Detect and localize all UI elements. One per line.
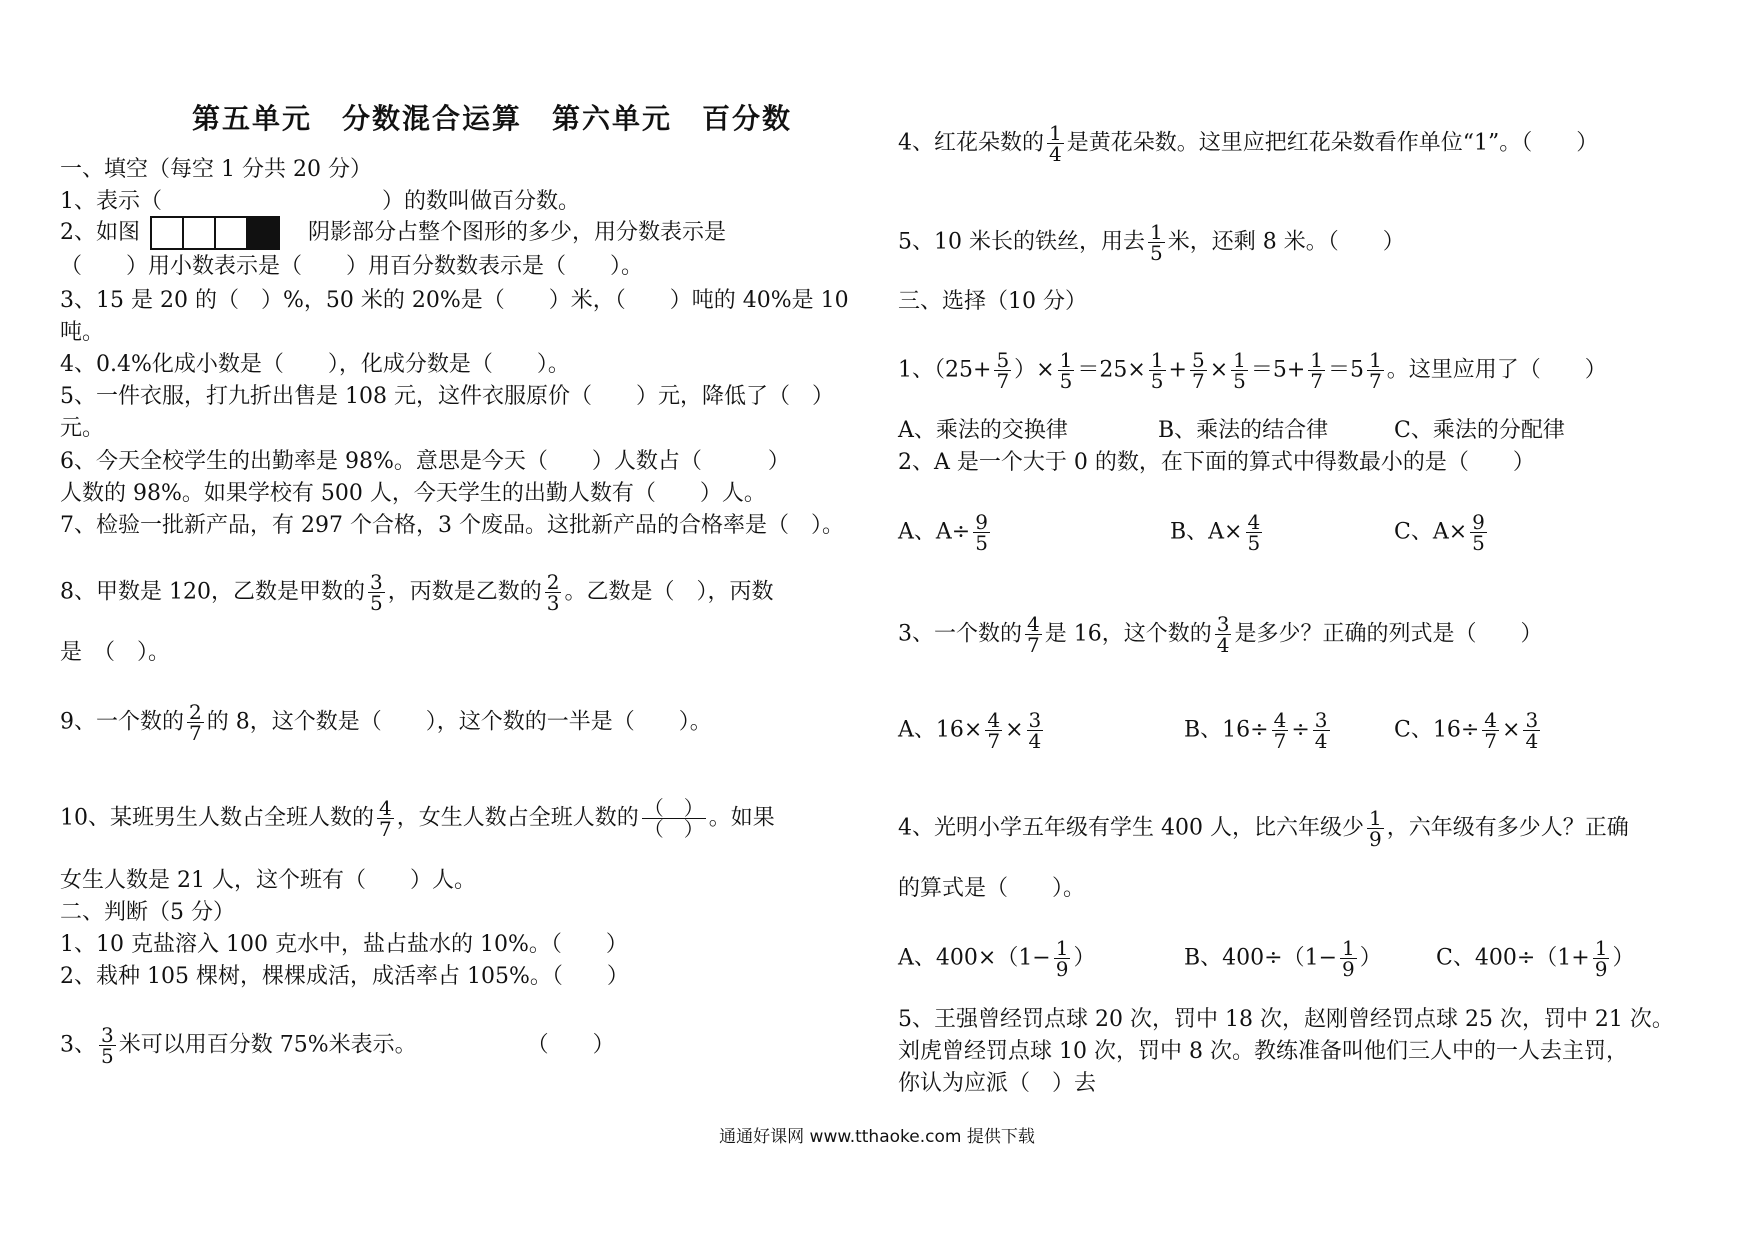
- denominator: 5: [1150, 241, 1163, 265]
- fill-q10-part3: 。如果: [708, 805, 775, 831]
- fraction: [1231, 350, 1248, 391]
- choice-q4-part2: ，六年级有多少人？正确: [1386, 815, 1629, 841]
- choice-q5-line3: 你认为应派（ ）去: [898, 1071, 1097, 1096]
- fill-q4: 4、0.4%化成小数是（ ），化成分数是（ ）。: [60, 352, 570, 377]
- expression-text: ＝25×: [1077, 357, 1146, 383]
- denominator: 5: [975, 531, 988, 555]
- numerator: 4: [1027, 612, 1040, 636]
- fill-q6: 6、今天全校学生的出勤率是 98%。意思是今天（ ）人数占（ ）: [60, 449, 790, 474]
- fraction: [1367, 350, 1384, 391]
- denominator: 5: [369, 591, 383, 615]
- denominator: 9: [1594, 957, 1608, 981]
- judge-q5: [898, 222, 1405, 263]
- section-judge-heading: 二、判断（5 分）: [60, 900, 235, 925]
- judge-q4-part1: 4、红花朵数的: [898, 130, 1044, 156]
- fraction: [545, 572, 562, 613]
- numerator-blank: （ ）: [643, 796, 704, 820]
- shaded-grid-figure: [150, 216, 278, 250]
- fill-q2-line2: （ ）用小数表示是（ ）用百分数数表示是（ ）。: [60, 254, 644, 279]
- fill-q2-prefix: 2、如图: [60, 220, 140, 245]
- fraction: [1272, 710, 1289, 751]
- expression-text: 。这里应用了（ ）: [1386, 357, 1607, 383]
- judge-q5-part1: 5、10 米长的铁丝，用去: [898, 229, 1145, 255]
- fill-q10: [60, 798, 775, 839]
- grid-cell: [214, 216, 248, 250]
- numerator: 3: [101, 1023, 114, 1047]
- choice-q4-option-b: [1184, 938, 1382, 979]
- fraction: [187, 702, 204, 743]
- numerator: 1: [1059, 348, 1073, 372]
- numerator: 5: [1191, 348, 1205, 372]
- judge-q2: 2、栽种 105 棵树，棵棵成活，成活率占 105%。（ ）: [60, 964, 629, 989]
- choice-q1-option-b: B、乘法的结合律: [1158, 418, 1329, 443]
- judge-q3-prefix: 3、: [60, 1032, 96, 1058]
- numerator: 1: [1049, 121, 1062, 145]
- denominator: 4: [1314, 729, 1328, 753]
- fill-q3-line2: 吨。: [60, 320, 105, 345]
- numerator: 1: [1233, 348, 1246, 372]
- choice-q4-option-a: [898, 938, 1096, 979]
- choice-q3-option-a: [898, 710, 1046, 751]
- choice-q1: [898, 350, 1607, 391]
- denominator: 7: [987, 729, 1001, 753]
- choice-q2-option-b: [1170, 512, 1265, 553]
- fraction: [99, 1025, 116, 1066]
- fill-q8-line2: 是 （ ）。: [60, 640, 171, 665]
- denominator: 7: [996, 369, 1010, 393]
- option-close: ）: [1612, 945, 1635, 971]
- numerator: 1: [1369, 348, 1382, 372]
- numerator: 1: [1342, 936, 1355, 960]
- denominator: 9: [1055, 957, 1069, 981]
- option-label: A、400×（1−: [898, 945, 1051, 971]
- fraction: [1054, 938, 1071, 979]
- fraction: [1340, 938, 1357, 979]
- denominator: 5: [1472, 531, 1485, 555]
- denominator-blank: （ ）: [643, 817, 704, 841]
- numerator: 3: [1314, 708, 1328, 732]
- choice-q3-part2: 是 16，这个数的: [1044, 621, 1212, 647]
- numerator: 2: [189, 700, 202, 724]
- choice-q1-option-c: C、乘法的分配律: [1394, 418, 1565, 443]
- option-label: B、A×: [1170, 519, 1243, 545]
- grid-cell: [150, 216, 184, 250]
- judge-q4-part2: 是黄花朵数。这里应把红花朵数看作单位“1”。（ ）: [1066, 130, 1599, 156]
- judge-q3: [60, 1025, 615, 1066]
- judge-q4: [898, 123, 1598, 164]
- fraction: [1215, 614, 1232, 655]
- option-label: B、16÷: [1184, 717, 1269, 743]
- fraction: [1308, 350, 1325, 391]
- denominator: 7: [1369, 369, 1382, 393]
- numerator: 1: [1594, 936, 1608, 960]
- fill-q9: [60, 702, 712, 743]
- numerator: 4: [1484, 708, 1497, 732]
- numerator: 1: [1150, 220, 1163, 244]
- fraction: [1190, 350, 1207, 391]
- denominator: 4: [1216, 633, 1230, 657]
- option-label: C、400÷（1+: [1436, 945, 1590, 971]
- fill-q10-part1: 10、某班男生人数占全班人数的: [60, 805, 374, 831]
- numerator: 3: [1216, 612, 1230, 636]
- fraction: [994, 350, 1011, 391]
- fill-q8-part2: ，丙数是乙数的: [387, 579, 542, 605]
- numerator: 9: [975, 510, 988, 534]
- expression-text: +: [1168, 357, 1187, 383]
- numerator: 1: [1055, 936, 1069, 960]
- expression-text: ＝5+: [1250, 357, 1306, 383]
- option-label: A、16×: [898, 717, 983, 743]
- denominator: 7: [1273, 729, 1287, 753]
- denominator: 3: [546, 591, 560, 615]
- grid-cell: [182, 216, 216, 250]
- numerator: 9: [1472, 510, 1485, 534]
- fill-q10-part2: ，女生人数占全班人数的: [396, 805, 639, 831]
- denominator: 5: [1233, 369, 1246, 393]
- fill-q6-line2: 人数的 98%。如果学校有 500 人，今天学生的出勤人数有（ ）人。: [60, 481, 766, 506]
- choice-q5: 5、王强曾经罚点球 20 次，罚中 18 次，赵刚曾经罚点球 25 次，罚中 21 次。: [898, 1007, 1674, 1032]
- fraction: [1025, 614, 1042, 655]
- fraction: [1148, 222, 1165, 263]
- option-label: C、A×: [1394, 519, 1468, 545]
- expression-text: ＝5: [1328, 357, 1365, 383]
- denominator: 7: [1027, 633, 1040, 657]
- denominator: 9: [1368, 827, 1382, 851]
- numerator: 5: [996, 348, 1010, 372]
- fraction: [1470, 512, 1487, 553]
- choice-q1-option-a: A、乘法的交换律: [898, 418, 1068, 443]
- choice-q3: [898, 614, 1542, 655]
- numerator: 3: [1028, 708, 1042, 732]
- fill-q9-part1: 9、一个数的: [60, 709, 184, 735]
- expression-text: 1、（25+: [898, 357, 992, 383]
- denominator: 4: [1049, 142, 1062, 166]
- choice-q3-part3: 是多少？正确的列式是（ ）: [1234, 621, 1543, 647]
- fraction: [1367, 808, 1384, 849]
- fill-q3: 3、15 是 20 的（ ）%，50 米的 20%是（ ）米，（ ）吨的 40%是 10: [60, 288, 849, 313]
- denominator: 5: [1059, 369, 1073, 393]
- denominator: 7: [1191, 369, 1205, 393]
- numerator: 3: [1525, 708, 1539, 732]
- fill-q8-part1: 8、甲数是 120，乙数是甲数的: [60, 579, 365, 605]
- numerator: 4: [379, 796, 392, 820]
- footer-credit: 通通好课网 www.tthaoke.com 提供下载: [719, 1127, 1035, 1147]
- choice-q4-option-c: [1436, 938, 1634, 979]
- denominator: 5: [1150, 369, 1164, 393]
- fraction: [1593, 938, 1610, 979]
- numerator: 4: [987, 708, 1001, 732]
- denominator: 7: [1484, 729, 1497, 753]
- judge-q1: 1、10 克盐溶入 100 克水中，盐占盐水的 10%。（ ）: [60, 932, 628, 957]
- choice-q3-part1: 3、一个数的: [898, 621, 1022, 647]
- fraction: [1246, 512, 1263, 553]
- fraction: [1313, 710, 1330, 751]
- fraction: [1027, 710, 1044, 751]
- fraction: [377, 798, 394, 839]
- denominator: 4: [1028, 729, 1042, 753]
- judge-q5-part2: 米，还剩 8 米。（ ）: [1167, 229, 1405, 255]
- numerator: 4: [1247, 510, 1261, 534]
- fill-q8: [60, 572, 773, 613]
- option-label: C、16÷: [1394, 717, 1480, 743]
- choice-q4-line2: 的算式是（ ）。: [898, 876, 1086, 901]
- choice-q2: 2、A 是一个大于 0 的数，在下面的算式中得数最小的是（ ）: [898, 450, 1535, 475]
- denominator: 4: [1525, 729, 1539, 753]
- denominator: 5: [101, 1044, 114, 1068]
- denominator: 7: [189, 721, 202, 745]
- fill-q9-part2: 的 8，这个数是（ ），这个数的一半是（ ）。: [206, 709, 712, 735]
- fill-q2: [60, 216, 726, 250]
- operator: ÷: [1291, 717, 1310, 743]
- option-close: ）: [1359, 945, 1382, 971]
- choice-q2-option-c: [1394, 512, 1490, 553]
- judge-q3-text: 米可以用百分数 75%米表示。 （ ）: [118, 1032, 615, 1058]
- fraction: [368, 572, 385, 613]
- operator: ×: [1005, 717, 1024, 743]
- choice-q4: [898, 808, 1629, 849]
- fraction: [1482, 710, 1499, 751]
- expression-text: ）×: [1014, 357, 1055, 383]
- fill-q1: 1、表示（ ）的数叫做百分数。: [60, 189, 580, 214]
- fraction: [1523, 710, 1540, 751]
- fraction: [973, 512, 990, 553]
- denominator: 7: [379, 817, 392, 841]
- denominator: 9: [1342, 957, 1355, 981]
- fill-q5-line2: 元。: [60, 416, 105, 441]
- choice-q5-line2: 刘虎曾经罚点球 10 次，罚中 8 次。教练准备叫他们三人中的一人去主罚，: [898, 1039, 1628, 1064]
- numerator: 1: [1368, 806, 1382, 830]
- section-choice-heading: 三、选择（10 分）: [898, 289, 1087, 314]
- choice-q3-option-c: [1394, 710, 1543, 751]
- numerator: 1: [1310, 348, 1324, 372]
- grid-cell-shaded: [246, 216, 280, 250]
- choice-q3-option-b: [1184, 710, 1333, 751]
- page-title: 第五单元 分数混合运算 第六单元 百分数: [192, 102, 793, 135]
- numerator: 2: [546, 570, 560, 594]
- expression-text: ×: [1209, 357, 1229, 383]
- operator: ×: [1502, 717, 1521, 743]
- fill-q8-part3: 。乙数是（ ），丙数: [564, 579, 774, 605]
- numerator: 3: [369, 570, 383, 594]
- fill-q10-line2: 女生人数是 21 人，这个班有（ ）人。: [60, 868, 476, 893]
- denominator: 5: [1247, 531, 1261, 555]
- option-close: ）: [1073, 945, 1096, 971]
- fraction: [1149, 350, 1166, 391]
- fraction: [985, 710, 1002, 751]
- choice-q2-option-a: [898, 512, 993, 553]
- denominator: 7: [1310, 369, 1324, 393]
- fill-q5: 5、一件衣服，打九折出售是 108 元，这件衣服原价（ ）元，降低了（ ）: [60, 384, 834, 409]
- section-fill-heading: 一、填空（每空 1 分共 20 分）: [60, 157, 372, 182]
- option-label: A、A÷: [898, 519, 971, 545]
- option-label: B、400÷（1−: [1184, 945, 1338, 971]
- numerator: 1: [1150, 348, 1164, 372]
- numerator: 4: [1273, 708, 1287, 732]
- fill-q7: 7、检验一批新产品，有 297 个合格，3 个废品。这批新产品的合格率是（ ）。: [60, 513, 844, 538]
- fill-q2-text: 阴影部分占整个图形的多少，用分数表示是: [308, 220, 727, 245]
- choice-q4-part1: 4、光明小学五年级有学生 400 人，比六年级少: [898, 815, 1364, 841]
- fraction: [1058, 350, 1075, 391]
- fraction: [1047, 123, 1064, 164]
- blank-fraction: [642, 798, 706, 839]
